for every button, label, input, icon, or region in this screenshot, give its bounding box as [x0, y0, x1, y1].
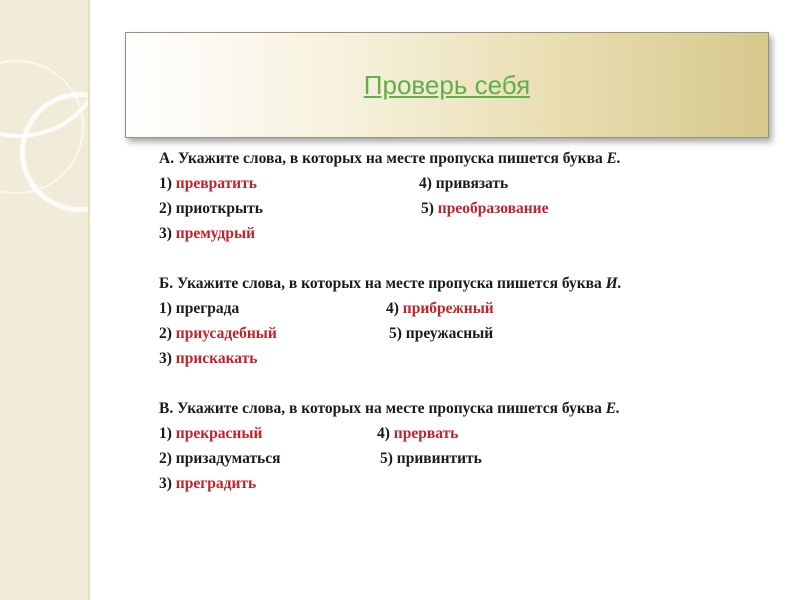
option-number: 3): [159, 225, 176, 242]
question-text: [159, 275, 622, 293]
answer-option: [159, 425, 262, 443]
answer-option: [386, 300, 494, 318]
answer-option: [159, 350, 257, 368]
option-word: преграда: [175, 300, 240, 317]
option-number: 3): [159, 350, 176, 367]
answer-option: [380, 450, 482, 468]
question-letter: Е.: [605, 400, 620, 417]
option-number: 5): [421, 200, 438, 217]
option-word: прервать: [393, 425, 459, 442]
answer-option: [159, 200, 263, 218]
question-prefix: Б. Укажите слова, в которых на месте пропуска пишется буква: [159, 275, 606, 292]
option-word: преградить: [175, 475, 257, 492]
question-line: [159, 400, 759, 425]
option-word: преобразование: [437, 200, 549, 217]
answer-row: [159, 225, 759, 250]
answer-row: [159, 475, 759, 500]
option-word: приусадебный: [175, 325, 277, 342]
option-word: прибрежный: [402, 300, 494, 317]
answer-option: [389, 325, 493, 343]
option-word: привинтить: [396, 450, 482, 467]
question-text: [159, 150, 621, 168]
answer-option: [419, 175, 508, 193]
option-word: призадуматься: [175, 450, 281, 467]
option-number: 3): [159, 475, 176, 492]
answer-row: [159, 450, 759, 475]
question-prefix: А. Укажите слова, в которых на месте пропуска пишется буква: [159, 150, 607, 167]
question-letter: Е.: [606, 150, 621, 167]
option-number: 2): [159, 325, 176, 342]
question-prefix: В. Укажите слова, в которых на месте пропуска пишется буква: [159, 400, 606, 417]
answer-option: [159, 450, 281, 468]
option-word: прекрасный: [175, 425, 263, 442]
question-text: [159, 400, 620, 418]
decorative-side-strip: [0, 0, 90, 600]
answer-row: [159, 325, 759, 350]
question-section-b: [159, 275, 759, 375]
title-banner: [125, 32, 769, 138]
answer-row: [159, 300, 759, 325]
option-number: 2): [159, 200, 176, 217]
option-number: 4): [386, 300, 403, 317]
option-number: 5): [380, 450, 397, 467]
answer-row: [159, 200, 759, 225]
answer-option: [377, 425, 458, 443]
option-word: прискакать: [175, 350, 258, 367]
option-number: 5): [389, 325, 406, 342]
answer-option: [159, 475, 256, 493]
answer-row: [159, 175, 759, 200]
option-number: 4): [377, 425, 394, 442]
option-number: 1): [159, 425, 176, 442]
option-word: превратить: [175, 175, 257, 192]
strip-edge: [88, 0, 90, 600]
question-line: [159, 275, 759, 300]
option-word: преужасный: [405, 325, 494, 342]
option-number: 1): [159, 300, 176, 317]
answer-option: [421, 200, 548, 218]
answer-row: [159, 425, 759, 450]
question-letter: И.: [605, 275, 622, 292]
answer-option: [159, 325, 277, 343]
question-section-a: [159, 150, 759, 250]
question-line: [159, 150, 759, 175]
option-number: 2): [159, 450, 176, 467]
option-number: 4): [419, 175, 436, 192]
option-number: 1): [159, 175, 176, 192]
option-word: премудрый: [175, 225, 256, 242]
answer-row: [159, 350, 759, 375]
answer-option: [159, 175, 257, 193]
option-word: привязать: [435, 175, 509, 192]
answer-option: [159, 225, 255, 243]
check-yourself-link[interactable]: Проверь себя: [363, 69, 531, 100]
option-word: приоткрыть: [175, 200, 263, 217]
answer-option: [159, 300, 239, 318]
question-section-c: [159, 400, 759, 500]
